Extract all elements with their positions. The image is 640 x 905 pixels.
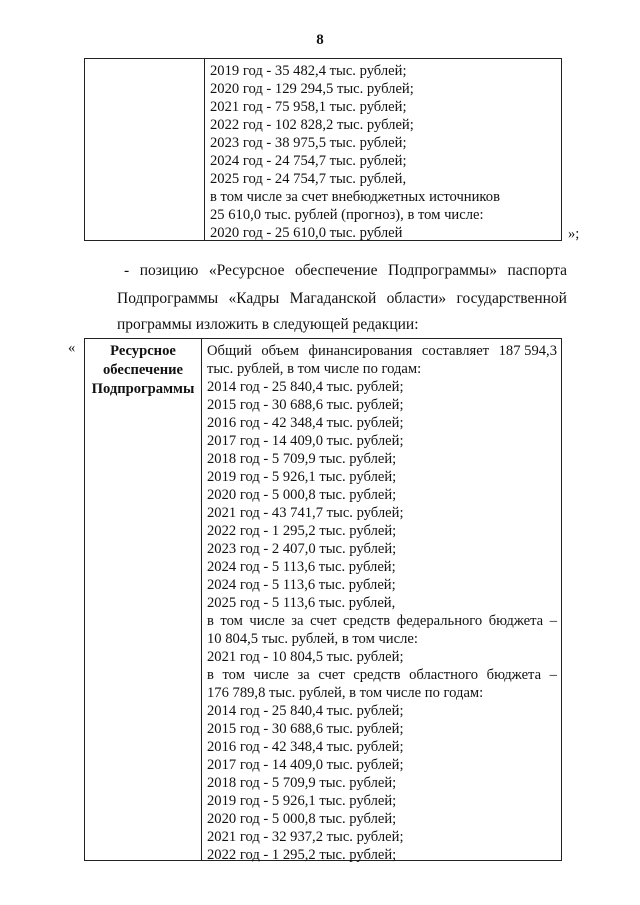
word: паспорта bbox=[507, 262, 567, 279]
paragraph-line-3: программы изложить в следующей редакции: bbox=[117, 316, 419, 333]
regional-funding-line: 2021 год - 32 937,2 тыс. рублей; bbox=[207, 829, 404, 845]
paragraph-line-1 bbox=[124, 262, 567, 280]
word: в bbox=[207, 613, 214, 629]
paragraph-line-2 bbox=[117, 290, 567, 308]
word: «Ресурсное bbox=[208, 262, 285, 279]
word: финансирования bbox=[308, 343, 413, 359]
regional-funding-line: 2017 год - 14 409,0 тыс. рублей; bbox=[207, 757, 404, 773]
word: – bbox=[549, 667, 557, 683]
word: Подпрограммы bbox=[117, 290, 219, 307]
funding-line: 2016 год - 42 348,4 тыс. рублей; bbox=[207, 415, 404, 431]
table1-line: 2020 год - 25 610,0 тыс. рублей bbox=[210, 225, 403, 241]
header-line: Подпрограммы bbox=[91, 381, 195, 397]
total-funding-line bbox=[207, 342, 557, 360]
row-header-resource-support bbox=[85, 339, 202, 860]
word: областного bbox=[409, 667, 479, 683]
word: государственной bbox=[456, 290, 567, 307]
regional-funding-line: 2022 год - 1 295,2 тыс. рублей; bbox=[207, 847, 397, 863]
resource-support-content bbox=[202, 339, 561, 863]
table1-line: 25 610,0 тыс. рублей (прогноз), в том числе: bbox=[210, 207, 484, 223]
word: том bbox=[222, 667, 245, 683]
word: объем bbox=[261, 343, 299, 359]
regional-funding-line: 2014 год - 25 840,4 тыс. рублей; bbox=[207, 703, 404, 719]
funding-line: тыс. рублей, в том числе по годам: bbox=[207, 361, 422, 377]
funding-line: 2022 год - 1 295,2 тыс. рублей; bbox=[207, 523, 397, 539]
word: средств bbox=[342, 613, 391, 629]
funding-line: 2020 год - 5 000,8 тыс. рублей; bbox=[207, 487, 397, 503]
table1-line: 2024 год - 24 754,7 тыс. рублей; bbox=[210, 153, 407, 169]
regional-budget-line bbox=[207, 666, 557, 684]
word: федерального bbox=[396, 613, 483, 629]
funding-line: 2015 год - 30 688,6 тыс. рублей; bbox=[207, 397, 404, 413]
table1-right-cell bbox=[205, 59, 561, 240]
federal-funding-line: 10 804,5 тыс. рублей, в том числе: bbox=[207, 631, 418, 647]
word: Общий bbox=[207, 343, 252, 359]
header-line: Ресурсное bbox=[110, 343, 176, 359]
funding-line: 2019 год - 5 926,1 тыс. рублей; bbox=[207, 469, 397, 485]
funding-table-continued bbox=[84, 58, 562, 241]
table1-line: 2021 год - 75 958,1 тыс. рублей; bbox=[210, 99, 407, 115]
word: бюджета bbox=[488, 613, 544, 629]
word: том bbox=[220, 613, 243, 629]
word: числе bbox=[253, 667, 289, 683]
word: - bbox=[124, 262, 130, 279]
table1-line: 2019 год - 35 482,4 тыс. рублей; bbox=[210, 63, 407, 79]
regional-funding-line: 2015 год - 30 688,6 тыс. рублей; bbox=[207, 721, 404, 737]
word: числе bbox=[249, 613, 285, 629]
word: за bbox=[291, 613, 304, 629]
opening-quote: « bbox=[68, 340, 76, 356]
word: составляет bbox=[421, 343, 490, 359]
regional-funding-line: 2020 год - 5 000,8 тыс. рублей; bbox=[207, 811, 397, 827]
word: «Кадры bbox=[228, 290, 280, 307]
header-line: обеспечение bbox=[102, 362, 184, 378]
closing-quote: »; bbox=[568, 226, 580, 242]
word: счет bbox=[318, 667, 345, 683]
word: Подпрограммы» bbox=[388, 262, 497, 279]
word: обеспечение bbox=[294, 262, 378, 279]
word: бюджета bbox=[486, 667, 542, 683]
table1-left-cell bbox=[85, 59, 205, 240]
funding-line: 2024 год - 5 113,6 тыс. рублей; bbox=[207, 577, 396, 593]
word: 187 594,3 bbox=[498, 343, 557, 359]
page-number: 8 bbox=[316, 32, 324, 48]
funding-line: 2018 год - 5 709,9 тыс. рублей; bbox=[207, 451, 397, 467]
word: Магаданской bbox=[289, 290, 377, 307]
word: за bbox=[297, 667, 310, 683]
funding-line: 2024 год - 5 113,6 тыс. рублей; bbox=[207, 559, 396, 575]
federal-funding-line: 2021 год - 10 804,5 тыс. рублей; bbox=[207, 649, 404, 665]
table1-line: 2020 год - 129 294,5 тыс. рублей; bbox=[210, 81, 414, 97]
funding-line: 2017 год - 14 409,0 тыс. рублей; bbox=[207, 433, 404, 449]
funding-line: 2023 год - 2 407,0 тыс. рублей; bbox=[207, 541, 397, 557]
funding-line: 2025 год - 5 113,6 тыс. рублей, bbox=[207, 595, 396, 611]
federal-budget-line bbox=[207, 612, 557, 630]
resource-support-table bbox=[84, 338, 562, 861]
word: позицию bbox=[139, 262, 199, 279]
table1-line: 2025 год - 24 754,7 тыс. рублей, bbox=[210, 171, 407, 187]
word: области» bbox=[386, 290, 447, 307]
funding-line: 2014 год - 25 840,4 тыс. рублей; bbox=[207, 379, 404, 395]
regional-funding-line: 2016 год - 42 348,4 тыс. рублей; bbox=[207, 739, 404, 755]
word: – bbox=[549, 613, 557, 629]
table1-line: 2022 год - 102 828,2 тыс. рублей; bbox=[210, 117, 414, 133]
regional-funding-line: 176 789,8 тыс. рублей, в том числе по годам: bbox=[207, 685, 484, 701]
word: счет bbox=[310, 613, 337, 629]
word: средств bbox=[353, 667, 401, 683]
table1-line: в том числе за счет внебюджетных источников bbox=[210, 189, 500, 205]
funding-line: 2021 год - 43 741,7 тыс. рублей; bbox=[207, 505, 404, 521]
word: в bbox=[207, 667, 214, 683]
regional-funding-line: 2018 год - 5 709,9 тыс. рублей; bbox=[207, 775, 397, 791]
table1-line: 2023 год - 38 975,5 тыс. рублей; bbox=[210, 135, 407, 151]
regional-funding-line: 2019 год - 5 926,1 тыс. рублей; bbox=[207, 793, 397, 809]
